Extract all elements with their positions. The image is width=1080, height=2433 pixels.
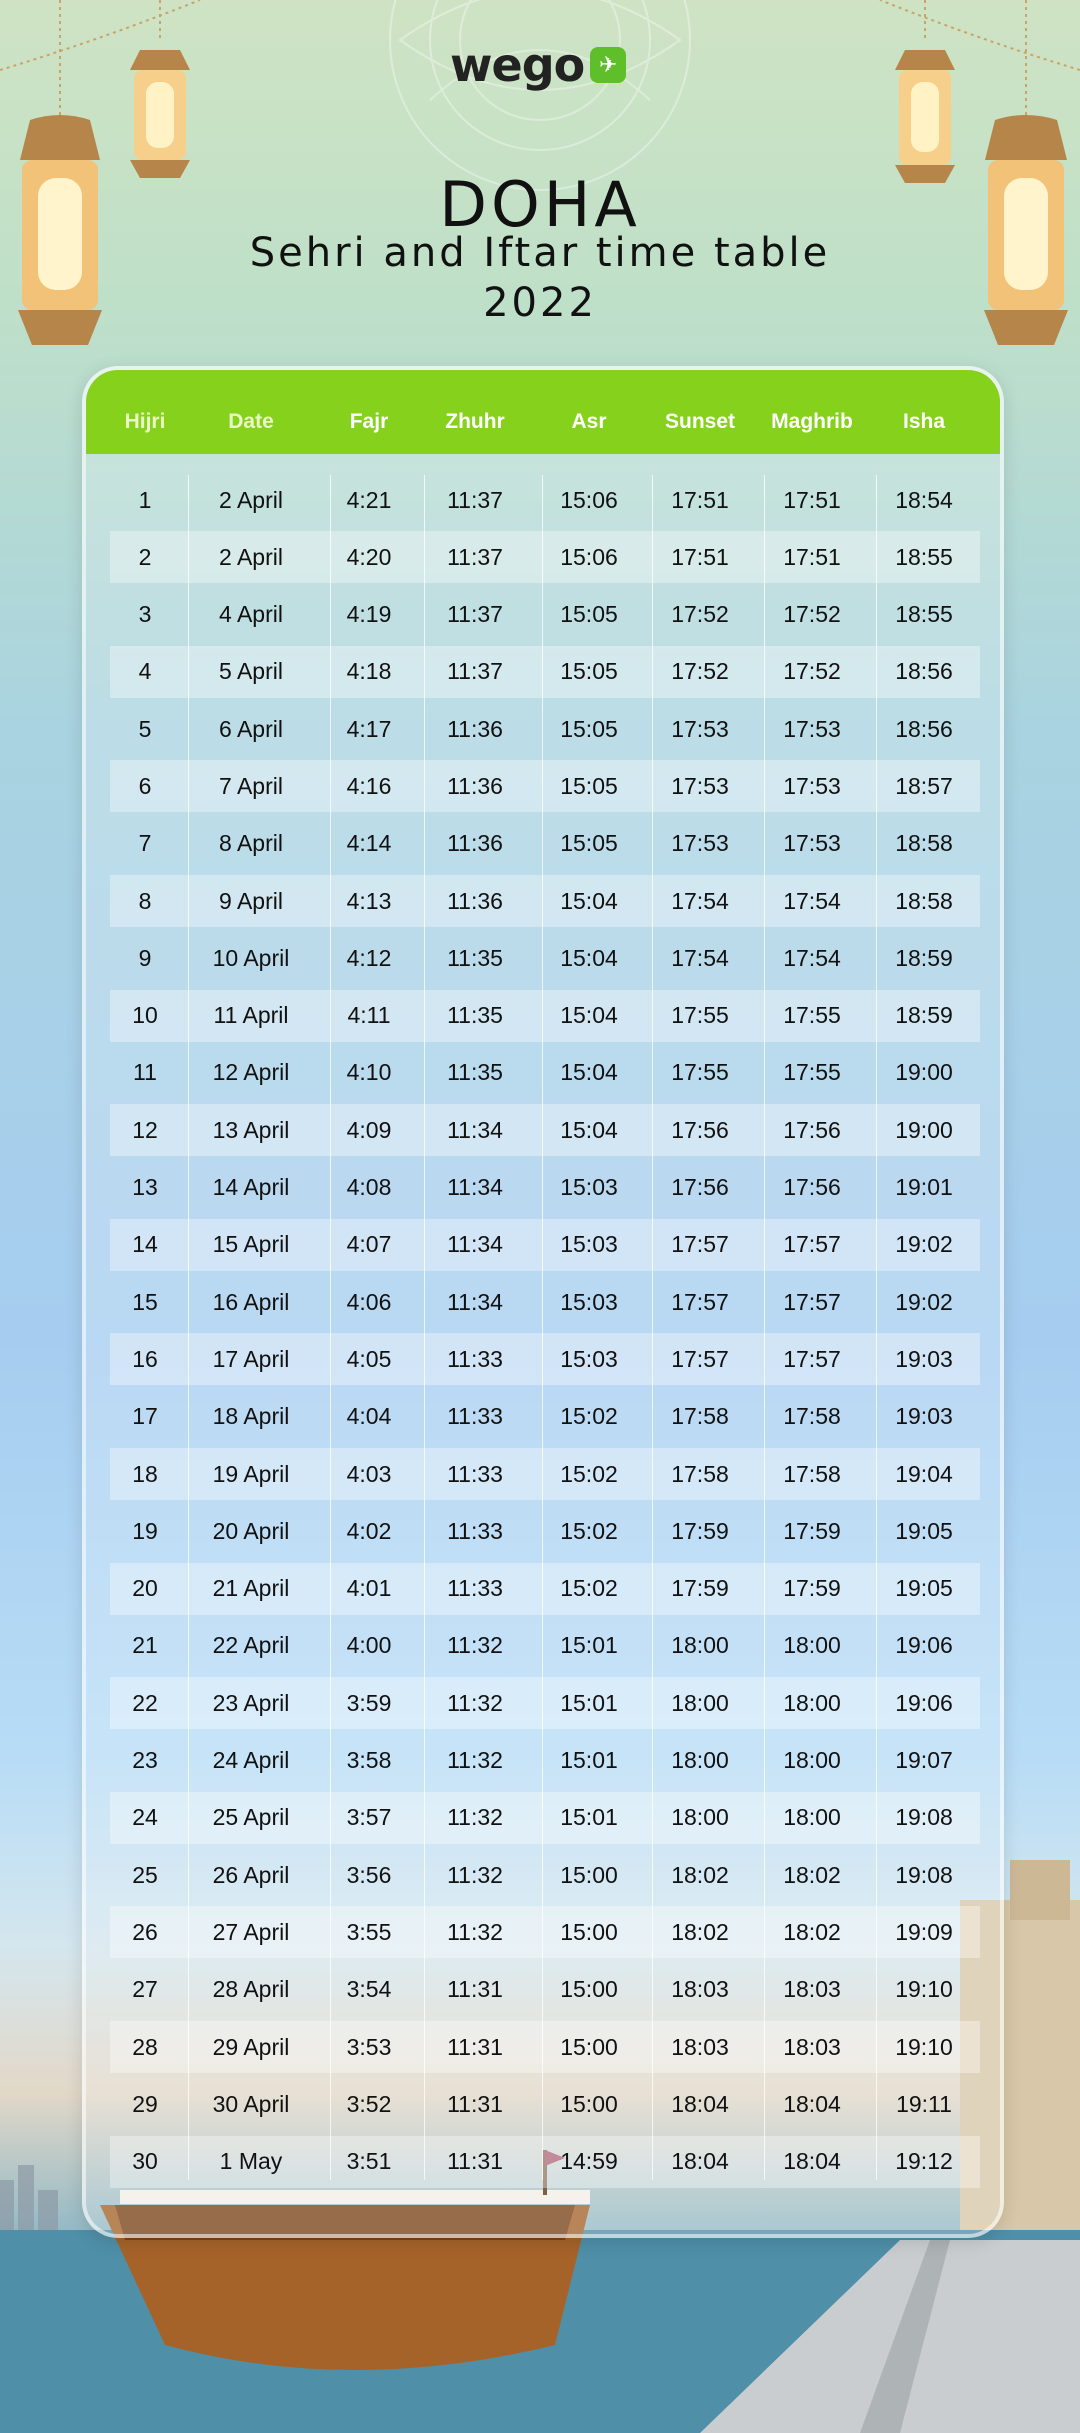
cell-sunset: 17:55 — [671, 1059, 729, 1086]
page-year: 2022 — [483, 280, 597, 326]
table-row — [110, 1162, 980, 1214]
cell-date: 13 April — [212, 1116, 290, 1143]
column-divider — [876, 475, 877, 2180]
table-row — [110, 760, 980, 812]
cell-maghrib: 18:03 — [783, 2033, 841, 2060]
cell-fajr: 3:56 — [346, 1861, 392, 1888]
cell-maghrib: 17:57 — [783, 1345, 841, 1372]
cell-zhuhr: 11:31 — [447, 1976, 503, 2003]
cell-fajr: 4:18 — [346, 658, 392, 685]
cell-asr: 15:05 — [560, 658, 618, 685]
cell-asr: 15:01 — [560, 1804, 618, 1831]
cell-asr: 15:01 — [560, 1747, 618, 1774]
mandala-ornament — [390, 0, 690, 190]
cell-asr: 15:06 — [560, 543, 618, 570]
cell-sunset: 17:54 — [671, 944, 729, 971]
cell-sunset: 18:00 — [671, 1747, 729, 1774]
cell-hijri: 17 — [132, 1403, 158, 1430]
cell-zhuhr: 11:37 — [447, 601, 503, 628]
table-row — [110, 703, 980, 755]
cell-asr: 15:02 — [560, 1575, 618, 1602]
page-subtitle: Sehri and Iftar time table — [249, 230, 831, 276]
column-divider — [764, 475, 765, 2180]
table-row — [110, 1047, 980, 1099]
cell-maghrib: 18:00 — [783, 1689, 841, 1716]
cell-maghrib: 17:51 — [783, 543, 841, 570]
cell-zhuhr: 11:32 — [447, 1861, 503, 1888]
cell-fajr: 4:09 — [346, 1116, 392, 1143]
cell-sunset: 17:57 — [671, 1345, 729, 1372]
cell-date: 9 April — [219, 887, 283, 914]
cell-maghrib: 18:03 — [783, 1976, 841, 2003]
cell-fajr: 4:11 — [347, 1002, 391, 1029]
cell-sunset: 17:59 — [671, 1517, 729, 1544]
cell-zhuhr: 11:32 — [447, 1804, 503, 1831]
table-row — [110, 531, 980, 583]
cell-sunset: 17:58 — [671, 1460, 729, 1487]
cell-sunset: 17:54 — [671, 887, 729, 914]
cell-date: 12 April — [212, 1059, 290, 1086]
table-header — [86, 370, 1000, 454]
cell-asr: 15:06 — [560, 486, 618, 513]
cell-hijri: 24 — [132, 1804, 158, 1831]
header-isha: Isha — [902, 410, 946, 433]
cell-zhuhr: 11:35 — [447, 1059, 503, 1086]
cell-date: 17 April — [212, 1345, 290, 1372]
cell-fajr: 4:01 — [346, 1575, 392, 1602]
cell-fajr: 4:13 — [346, 887, 392, 914]
cell-hijri: 14 — [132, 1231, 158, 1258]
cell-asr: 15:03 — [560, 1174, 618, 1201]
cell-fajr: 4:08 — [346, 1174, 392, 1201]
cell-maghrib: 17:57 — [783, 1288, 841, 1315]
header-fajr: Fajr — [349, 410, 389, 433]
cell-fajr: 4:00 — [346, 1632, 392, 1659]
header-asr: Asr — [571, 410, 607, 433]
table-row — [110, 1906, 980, 1958]
cell-sunset: 17:56 — [671, 1174, 729, 1201]
cell-zhuhr: 11:33 — [447, 1517, 503, 1544]
cell-fajr: 4:16 — [346, 772, 392, 799]
cell-sunset: 18:00 — [671, 1804, 729, 1831]
cell-hijri: 7 — [138, 830, 152, 857]
table-row — [110, 1219, 980, 1271]
cell-date: 29 April — [212, 2033, 290, 2060]
cell-maghrib: 18:02 — [783, 1861, 841, 1888]
cell-asr: 15:00 — [560, 1976, 618, 2003]
cell-fajr: 4:06 — [346, 1288, 392, 1315]
cell-date: 24 April — [212, 1747, 290, 1774]
cell-sunset: 17:56 — [671, 1116, 729, 1143]
cell-zhuhr: 11:32 — [447, 1632, 503, 1659]
cell-hijri: 30 — [132, 2148, 158, 2175]
cell-zhuhr: 11:34 — [447, 1288, 503, 1315]
cell-maghrib: 18:00 — [783, 1632, 841, 1659]
cell-isha: 18:56 — [895, 658, 953, 685]
header-maghrib: Maghrib — [771, 410, 853, 433]
cell-asr: 15:02 — [560, 1460, 618, 1487]
cell-asr: 15:04 — [560, 1059, 618, 1086]
cell-maghrib: 17:55 — [783, 1002, 841, 1029]
cell-isha: 18:55 — [895, 543, 953, 570]
cell-date: 22 April — [212, 1632, 290, 1659]
cell-hijri: 21 — [132, 1632, 158, 1659]
cell-maghrib: 17:56 — [783, 1174, 841, 1201]
cell-date: 23 April — [212, 1689, 290, 1716]
table-row — [110, 932, 980, 984]
cell-date: 25 April — [212, 1804, 290, 1831]
cell-sunset: 18:00 — [671, 1632, 729, 1659]
cell-date: 8 April — [219, 830, 283, 857]
cell-asr: 15:01 — [560, 1689, 618, 1716]
cell-maghrib: 17:52 — [783, 601, 841, 628]
table-row — [110, 1104, 980, 1156]
cell-maghrib: 18:02 — [783, 1918, 841, 1945]
cell-isha: 18:59 — [895, 944, 953, 971]
header-zhuhr: Zhuhr — [445, 410, 505, 433]
table-row — [110, 1505, 980, 1557]
table-row — [110, 646, 980, 698]
cell-isha: 19:10 — [895, 2033, 953, 2060]
cell-fajr: 4:21 — [346, 486, 392, 513]
cell-asr: 15:05 — [560, 601, 618, 628]
cell-isha: 19:03 — [895, 1403, 953, 1430]
cell-asr: 15:04 — [560, 944, 618, 971]
header-hijri: Hijri — [124, 410, 166, 433]
cell-hijri: 2 — [138, 543, 152, 570]
cell-zhuhr: 11:33 — [447, 1403, 503, 1430]
cell-date: 4 April — [219, 601, 283, 628]
cell-isha: 19:03 — [895, 1345, 953, 1372]
cell-maghrib: 17:58 — [783, 1403, 841, 1430]
column-divider — [652, 475, 653, 2180]
cell-asr: 15:05 — [560, 772, 618, 799]
cell-fajr: 4:04 — [346, 1403, 392, 1430]
cell-hijri: 4 — [138, 658, 152, 685]
cell-isha: 19:02 — [895, 1288, 953, 1315]
cell-hijri: 5 — [138, 715, 152, 742]
cell-isha: 19:06 — [895, 1632, 953, 1659]
cell-date: 27 April — [212, 1918, 290, 1945]
cell-sunset: 17:51 — [671, 543, 729, 570]
cell-date: 28 April — [212, 1976, 290, 2003]
table-row — [110, 1964, 980, 2016]
cell-fajr: 3:55 — [346, 1918, 392, 1945]
cell-asr: 15:00 — [560, 1861, 618, 1888]
cell-hijri: 23 — [132, 1747, 158, 1774]
table-row — [110, 589, 980, 641]
cell-zhuhr: 11:35 — [447, 1002, 503, 1029]
cell-zhuhr: 11:36 — [447, 887, 503, 914]
cell-date: 18 April — [212, 1403, 290, 1430]
logo-text: wego — [450, 38, 585, 92]
table-row — [110, 2136, 980, 2188]
cell-zhuhr: 11:33 — [447, 1460, 503, 1487]
cell-zhuhr: 11:32 — [447, 1689, 503, 1716]
cell-isha: 19:05 — [895, 1575, 953, 1602]
cell-fajr: 4:19 — [346, 601, 392, 628]
cell-maghrib: 17:54 — [783, 887, 841, 914]
cell-zhuhr: 11:36 — [447, 830, 503, 857]
cell-zhuhr: 11:34 — [447, 1174, 503, 1201]
cell-maghrib: 17:57 — [783, 1231, 841, 1258]
cell-zhuhr: 11:33 — [447, 1575, 503, 1602]
cell-asr: 15:05 — [560, 715, 618, 742]
cell-asr: 15:01 — [560, 1632, 618, 1659]
cell-fajr: 4:20 — [346, 543, 392, 570]
cell-date: 2 April — [219, 543, 283, 570]
column-divider — [188, 475, 189, 2180]
cell-asr: 15:04 — [560, 887, 618, 914]
cell-isha: 18:56 — [895, 715, 953, 742]
cell-maghrib: 17:59 — [783, 1575, 841, 1602]
header-sunset: Sunset — [664, 410, 735, 433]
cell-isha: 19:02 — [895, 1231, 953, 1258]
cell-date: 20 April — [212, 1517, 290, 1544]
timetable-panel — [82, 366, 1004, 2238]
cell-isha: 18:58 — [895, 830, 953, 857]
cell-zhuhr: 11:37 — [447, 543, 503, 570]
table-body — [110, 474, 980, 2193]
cell-zhuhr: 11:37 — [447, 486, 503, 513]
cell-hijri: 29 — [132, 2090, 158, 2117]
cell-isha: 19:00 — [895, 1059, 953, 1086]
cell-date: 11 April — [213, 1002, 289, 1029]
cell-fajr: 3:53 — [346, 2033, 392, 2060]
cell-sunset: 17:53 — [671, 772, 729, 799]
cell-fajr: 4:02 — [346, 1517, 392, 1544]
wego-logo — [450, 35, 626, 95]
cell-sunset: 17:53 — [671, 715, 729, 742]
cell-sunset: 18:03 — [671, 1976, 729, 2003]
cell-maghrib: 18:04 — [783, 2148, 841, 2175]
cell-asr: 15:04 — [560, 1116, 618, 1143]
table-row — [110, 875, 980, 927]
cell-hijri: 15 — [132, 1288, 158, 1315]
cell-hijri: 8 — [138, 887, 152, 914]
cell-fajr: 3:58 — [346, 1747, 392, 1774]
cell-maghrib: 17:53 — [783, 830, 841, 857]
cell-date: 1 May — [219, 2148, 283, 2175]
cell-maghrib: 17:52 — [783, 658, 841, 685]
cell-date: 15 April — [212, 1231, 290, 1258]
cell-hijri: 16 — [132, 1345, 158, 1372]
cell-hijri: 19 — [132, 1517, 158, 1544]
cell-zhuhr: 11:33 — [447, 1345, 503, 1372]
table-row — [110, 990, 980, 1042]
cell-sunset: 17:55 — [671, 1002, 729, 1029]
table-row — [110, 2021, 980, 2073]
cell-asr: 15:00 — [560, 2033, 618, 2060]
cell-hijri: 22 — [132, 1689, 158, 1716]
cell-hijri: 18 — [132, 1460, 158, 1487]
table-row — [110, 1620, 980, 1672]
cell-asr: 15:03 — [560, 1231, 618, 1258]
cell-hijri: 1 — [138, 486, 152, 513]
cell-fajr: 4:17 — [346, 715, 392, 742]
cell-isha: 19:08 — [895, 1861, 953, 1888]
cell-hijri: 13 — [132, 1174, 158, 1201]
cell-fajr: 3:51 — [346, 2148, 392, 2175]
table-row — [110, 2078, 980, 2130]
table-row — [110, 1677, 980, 1729]
cell-maghrib: 17:53 — [783, 772, 841, 799]
cell-maghrib: 18:04 — [783, 2090, 841, 2117]
cell-fajr: 3:57 — [346, 1804, 392, 1831]
cell-date: 10 April — [212, 944, 290, 971]
cell-date: 16 April — [212, 1288, 290, 1315]
cell-zhuhr: 11:36 — [447, 772, 503, 799]
cell-sunset: 17:59 — [671, 1575, 729, 1602]
cell-hijri: 26 — [132, 1918, 158, 1945]
cell-isha: 19:06 — [895, 1689, 953, 1716]
cell-fajr: 4:12 — [346, 944, 392, 971]
cell-isha: 19:00 — [895, 1116, 953, 1143]
column-divider — [330, 475, 331, 2180]
lantern-left-small — [130, 50, 190, 178]
table-row — [110, 474, 980, 526]
cell-date: 2 April — [219, 486, 283, 513]
cell-date: 7 April — [219, 772, 283, 799]
cell-sunset: 18:04 — [671, 2148, 729, 2175]
cell-date: 19 April — [212, 1460, 290, 1487]
cell-maghrib: 17:51 — [783, 486, 841, 513]
cell-isha: 19:04 — [895, 1460, 953, 1487]
cell-isha: 18:57 — [895, 772, 953, 799]
cell-isha: 18:54 — [895, 486, 953, 513]
cell-maghrib: 17:58 — [783, 1460, 841, 1487]
cell-asr: 15:03 — [560, 1288, 618, 1315]
cell-date: 6 April — [219, 715, 283, 742]
cell-maghrib: 17:59 — [783, 1517, 841, 1544]
table-row — [110, 1333, 980, 1385]
cell-fajr: 4:10 — [346, 1059, 392, 1086]
cell-sunset: 17:57 — [671, 1288, 729, 1315]
table-row — [110, 818, 980, 870]
cell-asr: 15:00 — [560, 2090, 618, 2117]
cell-asr: 15:02 — [560, 1403, 618, 1430]
cell-date: 5 April — [219, 658, 283, 685]
cell-zhuhr: 11:31 — [447, 2148, 503, 2175]
city-skyline — [0, 2165, 58, 2230]
cell-zhuhr: 11:35 — [447, 944, 503, 971]
cell-fajr: 4:03 — [346, 1460, 392, 1487]
cell-date: 21 April — [212, 1575, 290, 1602]
cell-isha: 19:01 — [895, 1174, 953, 1201]
table-row — [110, 1448, 980, 1500]
airplane-icon: ✈ — [590, 47, 626, 83]
cell-maghrib: 17:54 — [783, 944, 841, 971]
table-row — [110, 1391, 980, 1443]
cell-hijri: 20 — [132, 1575, 158, 1602]
cell-isha: 19:08 — [895, 1804, 953, 1831]
cell-isha: 18:55 — [895, 601, 953, 628]
cell-hijri: 11 — [133, 1059, 157, 1086]
cell-sunset: 18:03 — [671, 2033, 729, 2060]
cell-fajr: 4:05 — [346, 1345, 392, 1372]
cell-sunset: 17:57 — [671, 1231, 729, 1258]
cell-fajr: 4:14 — [346, 830, 392, 857]
cell-sunset: 18:02 — [671, 1918, 729, 1945]
cell-isha: 19:11 — [896, 2090, 952, 2117]
table-row — [110, 1276, 980, 1328]
cell-date: 30 April — [212, 2090, 290, 2117]
cell-fajr: 3:59 — [346, 1689, 392, 1716]
cell-zhuhr: 11:31 — [447, 2033, 503, 2060]
cell-zhuhr: 11:37 — [447, 658, 503, 685]
cell-asr: 15:05 — [560, 830, 618, 857]
cell-asr: 14:59 — [560, 2148, 618, 2175]
cell-hijri: 3 — [138, 601, 152, 628]
cell-hijri: 6 — [138, 772, 152, 799]
cell-isha: 19:05 — [895, 1517, 953, 1544]
cell-sunset: 17:58 — [671, 1403, 729, 1430]
cell-isha: 19:09 — [895, 1918, 953, 1945]
cell-date: 14 April — [212, 1174, 290, 1201]
lantern-right-small — [895, 50, 955, 183]
cell-hijri: 12 — [132, 1116, 158, 1143]
header-date: Date — [228, 410, 274, 433]
cell-hijri: 28 — [132, 2033, 158, 2060]
cell-maghrib: 17:53 — [783, 715, 841, 742]
table-row — [110, 1849, 980, 1901]
cell-zhuhr: 11:34 — [447, 1231, 503, 1258]
cell-maghrib: 17:55 — [783, 1059, 841, 1086]
cell-hijri: 27 — [132, 1976, 158, 2003]
cell-isha: 19:07 — [895, 1747, 953, 1774]
cell-maghrib: 18:00 — [783, 1804, 841, 1831]
cell-isha: 18:58 — [895, 887, 953, 914]
column-divider — [542, 475, 543, 2180]
cell-fajr: 3:54 — [346, 1976, 392, 2003]
cell-sunset: 18:04 — [671, 2090, 729, 2117]
cell-sunset: 17:53 — [671, 830, 729, 857]
cell-fajr: 4:07 — [346, 1231, 392, 1258]
cell-maghrib: 18:00 — [783, 1747, 841, 1774]
cell-hijri: 10 — [132, 1002, 158, 1029]
cell-sunset: 18:00 — [671, 1689, 729, 1716]
cell-sunset: 18:02 — [671, 1861, 729, 1888]
cell-sunset: 17:52 — [671, 601, 729, 628]
cell-zhuhr: 11:36 — [447, 715, 503, 742]
cell-zhuhr: 11:31 — [447, 2090, 503, 2117]
table-row — [110, 1563, 980, 1615]
cell-hijri: 25 — [132, 1861, 158, 1888]
cell-zhuhr: 11:32 — [447, 1918, 503, 1945]
column-divider — [424, 475, 425, 2180]
cell-isha: 19:10 — [895, 1976, 953, 2003]
city-title: DOHA — [439, 168, 641, 241]
cell-date: 26 April — [212, 1861, 290, 1888]
cell-zhuhr: 11:34 — [447, 1116, 503, 1143]
cell-zhuhr: 11:32 — [447, 1747, 503, 1774]
cell-asr: 15:00 — [560, 1918, 618, 1945]
cell-asr: 15:03 — [560, 1345, 618, 1372]
cell-maghrib: 17:56 — [783, 1116, 841, 1143]
cell-isha: 18:59 — [895, 1002, 953, 1029]
cell-asr: 15:04 — [560, 1002, 618, 1029]
table-row — [110, 1792, 980, 1844]
cell-asr: 15:02 — [560, 1517, 618, 1544]
cell-fajr: 3:52 — [346, 2090, 392, 2117]
cell-sunset: 17:51 — [671, 486, 729, 513]
cell-isha: 19:12 — [895, 2148, 953, 2175]
cell-hijri: 9 — [138, 944, 152, 971]
cell-sunset: 17:52 — [671, 658, 729, 685]
table-row — [110, 1735, 980, 1787]
